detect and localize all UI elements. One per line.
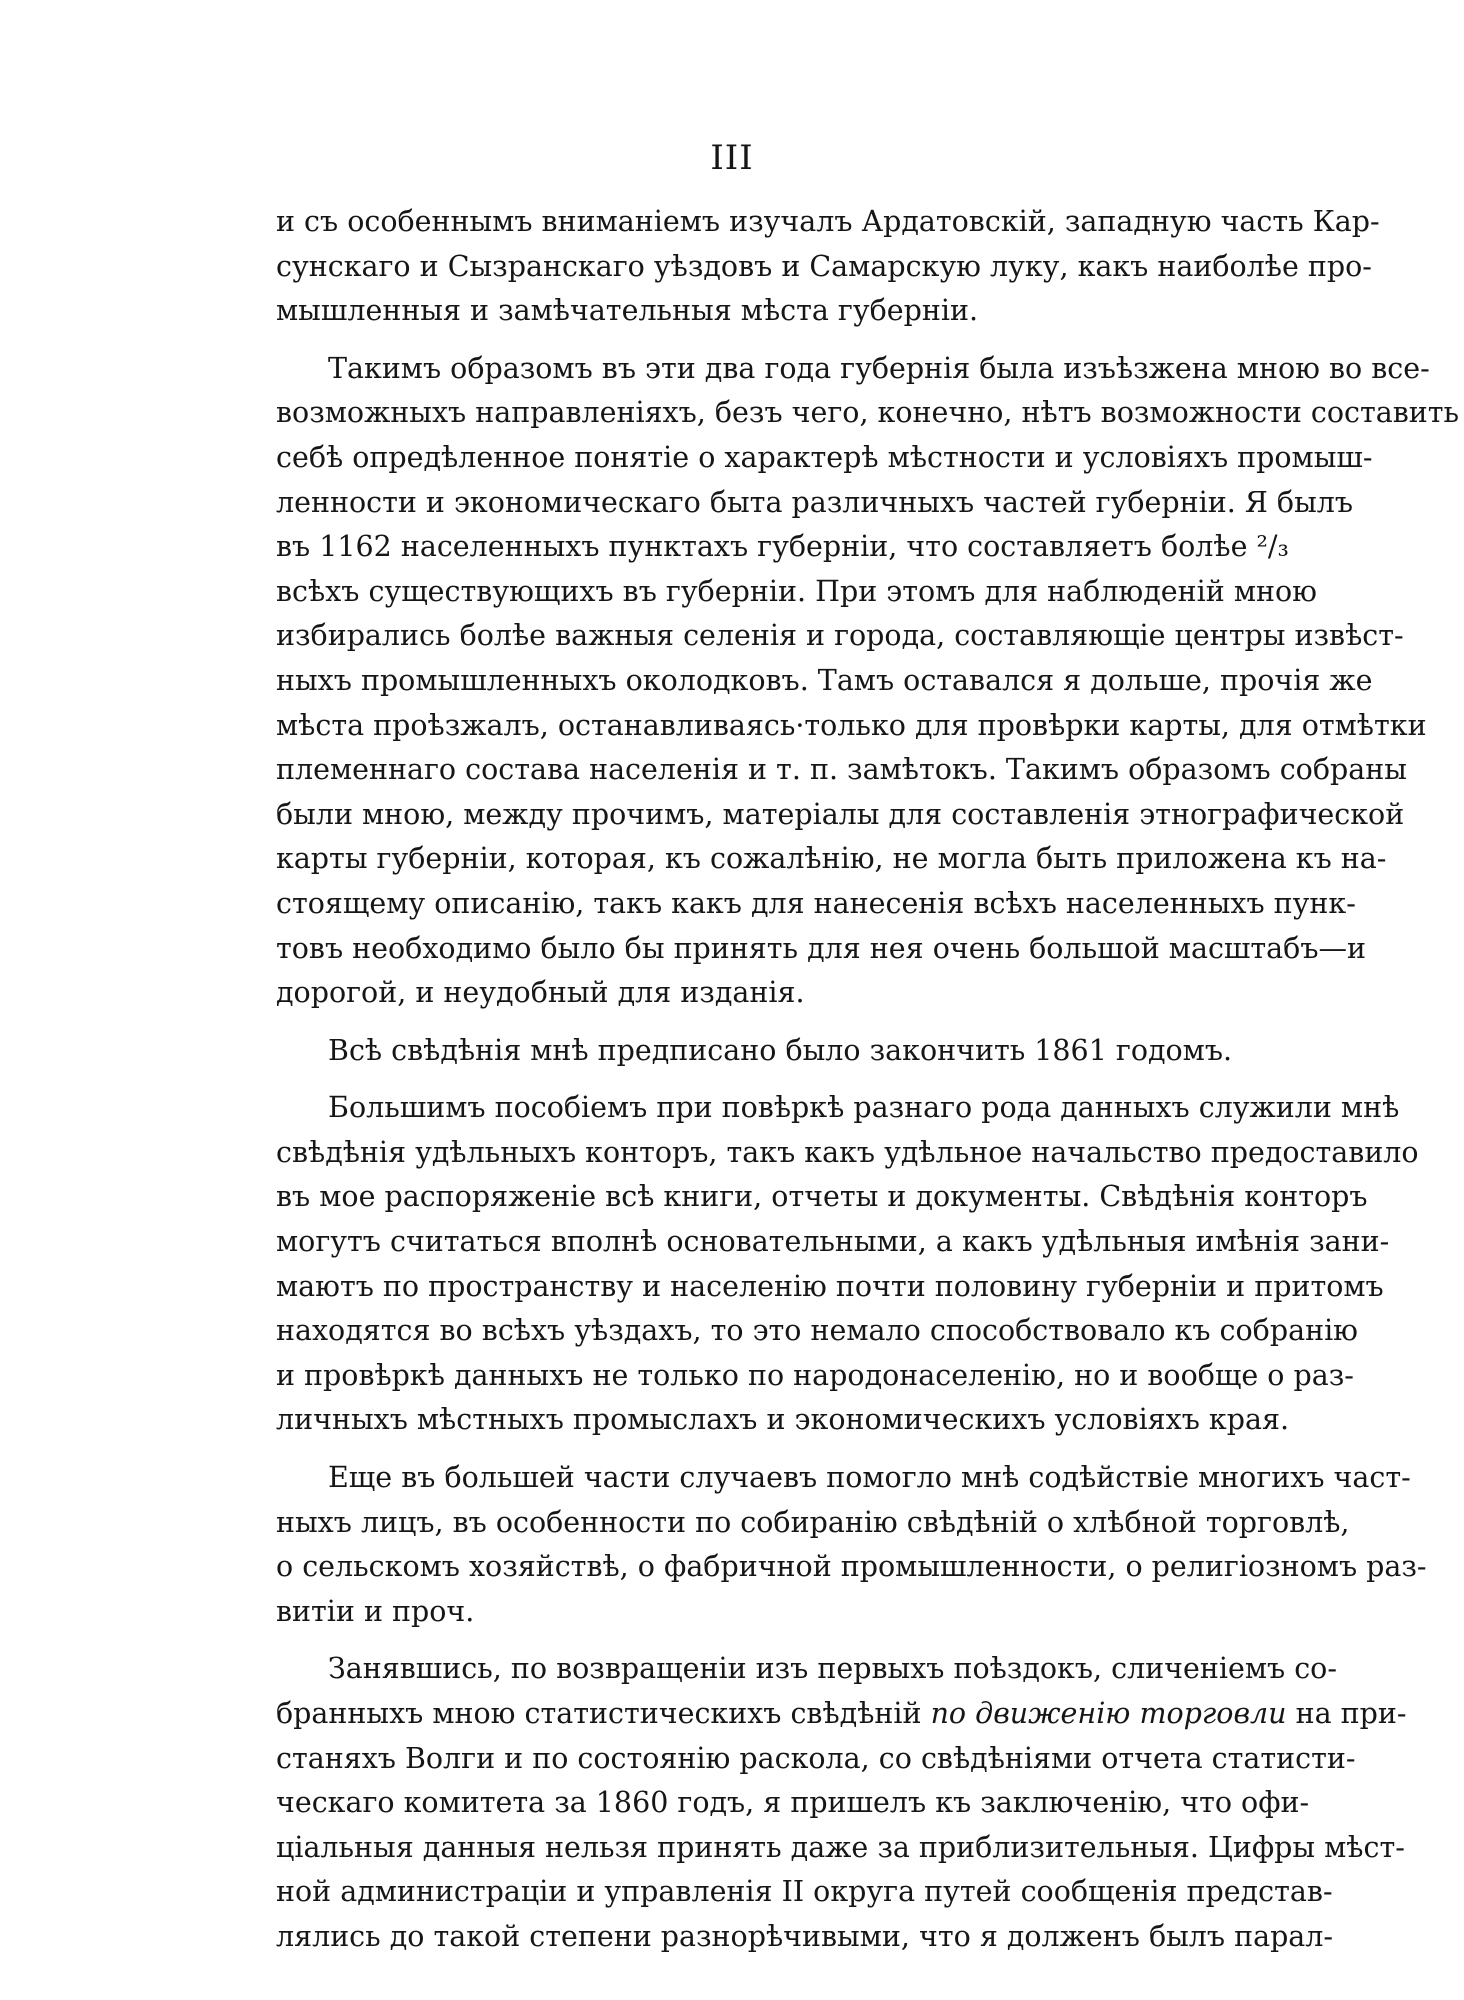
text-line: были мною, между прочимъ, матеріалы для составленія этнографической bbox=[276, 797, 1405, 831]
text-line: витіи и проч. bbox=[276, 1594, 475, 1628]
text-line: личныхъ мѣстныхъ промыслахъ и экономическихъ условіяхъ края. bbox=[276, 1403, 1290, 1437]
text-line: ной администраціи и управленія II округа путей сообщенія представ- bbox=[276, 1875, 1333, 1909]
text-line: избирались болѣе важныя селенія и города, составляющіе центры извѣст- bbox=[276, 619, 1404, 653]
paragraph-6 bbox=[276, 1647, 1407, 1959]
text-line: ческаго комитета за 1860 годъ, я пришелъ къ заключенію, что офи- bbox=[276, 1786, 1310, 1820]
text-line: стоящему описанію, такъ какъ для нанесенія всѣхъ населенныхъ пунк- bbox=[276, 886, 1356, 920]
text-line: себѣ опредѣленное понятіе о характерѣ мѣстности и условіяхъ промыш- bbox=[276, 440, 1373, 474]
paragraph-4 bbox=[276, 1086, 1419, 1443]
text-line: маютъ по пространству и населенію почти половину губерніи и притомъ bbox=[276, 1269, 1384, 1303]
paragraph-5 bbox=[276, 1456, 1427, 1634]
text-segment: бранныхъ мною статистическихъ свѣдѣній bbox=[276, 1697, 931, 1730]
text-line: возможныхъ направленіяхъ, безъ чего, конечно, нѣтъ возможности составить bbox=[276, 396, 1460, 430]
text-segment: на при- bbox=[1286, 1697, 1407, 1730]
text-line: ціальныя данныя нельзя принять даже за приблизительныя. Цифры мѣст- bbox=[276, 1830, 1405, 1864]
text-line: и съ особеннымъ вниманіемъ изучалъ Ардатовскій, западную часть Кар- bbox=[276, 205, 1380, 238]
text-line: ныхъ промышленныхъ околодковъ. Тамъ оставался я дольше, прочія же bbox=[276, 663, 1373, 697]
text-line: Такимъ образомъ въ эти два года губернія была изъѣзжена мною во все- bbox=[328, 351, 1430, 385]
paragraph-3 bbox=[276, 1029, 1270, 1074]
text-line: могутъ считаться вполнѣ основательными, а какъ удѣльныя имѣнія зани- bbox=[276, 1225, 1390, 1259]
text-line: мышленныя и замѣчательныя мѣста губерніи. bbox=[276, 294, 979, 328]
text-line: Всѣ свѣдѣнія мнѣ предписано было закончить 1861 годомъ. bbox=[328, 1033, 1233, 1067]
text-line: сунскаго и Сызранскаго уѣздовъ и Самарскую луку, какъ наиболѣе про- bbox=[276, 249, 1372, 283]
body-text bbox=[276, 200, 1460, 1960]
text-line: и провѣркѣ данныхъ не только по народонаселенію, но и вообще о раз- bbox=[276, 1358, 1354, 1392]
italic-phrase: по движенію торговли bbox=[930, 1697, 1287, 1730]
paragraph-2 bbox=[276, 347, 1460, 1016]
text-line: товъ необходимо было бы принять для нея очень большой масштабъ—и bbox=[276, 931, 1366, 965]
text-line: о сельскомъ хозяйствѣ, о фабричной промышленности, о религіозномъ раз- bbox=[276, 1550, 1427, 1584]
text-line: мѣста проѣзжалъ, останавливаясь·только для провѣрки карты, для отмѣтки bbox=[276, 708, 1427, 742]
text-line: всѣхъ существующихъ въ губерніи. При этомъ для наблюденій мною bbox=[276, 574, 1317, 608]
text-line: племеннаго состава населенія и т. п. замѣтокъ. Такимъ образомъ собраны bbox=[276, 753, 1407, 787]
text-line: ныхъ лицъ, въ особенности по собиранію свѣдѣній о хлѣбной торговлѣ, bbox=[276, 1505, 1350, 1539]
text-line: Еще въ большей части случаевъ помогло мнѣ содѣйствіе многихъ част- bbox=[328, 1461, 1411, 1495]
text-line: станяхъ Волги и по состоянію раскола, со свѣдѣніями отчета статисти- bbox=[276, 1741, 1356, 1775]
text-line: ленности и экономическаго быта различныхъ частей губерніи. Я былъ bbox=[276, 485, 1353, 519]
text-line: въ мое распоряженіе всѣ книги, отчеты и документы. Свѣдѣнія конторъ bbox=[276, 1180, 1368, 1214]
text-line: свѣдѣнія удѣльныхъ конторъ, такъ какъ удѣльное начальство предоставило bbox=[276, 1135, 1419, 1169]
text-line: находятся во всѣхъ уѣздахъ, то это немало способствовало къ собранію bbox=[276, 1314, 1358, 1348]
paragraph-1 bbox=[276, 200, 1380, 334]
text-line: лялись до такой степени разнорѣчивыми, что я долженъ былъ парал- bbox=[276, 1919, 1334, 1953]
text-line: Занявшись, по возвращеніи изъ первыхъ поѣздокъ, сличеніемъ со- bbox=[328, 1652, 1337, 1686]
text-line: Большимъ пособіемъ при повѣркѣ разнаго рода данныхъ служили мнѣ bbox=[328, 1091, 1400, 1125]
text-line: въ 1162 населенныхъ пунктахъ губерніи, что составляетъ болѣе ²/₃ bbox=[276, 530, 1289, 564]
text-line: карты губерніи, которая, къ сожалѣнію, не могла быть приложена къ на- bbox=[276, 842, 1387, 876]
text-line: дорогой, и неудобный для изданія. bbox=[276, 976, 805, 1010]
text-line-with-italic bbox=[276, 1692, 1407, 1737]
page-number: III bbox=[710, 138, 754, 178]
